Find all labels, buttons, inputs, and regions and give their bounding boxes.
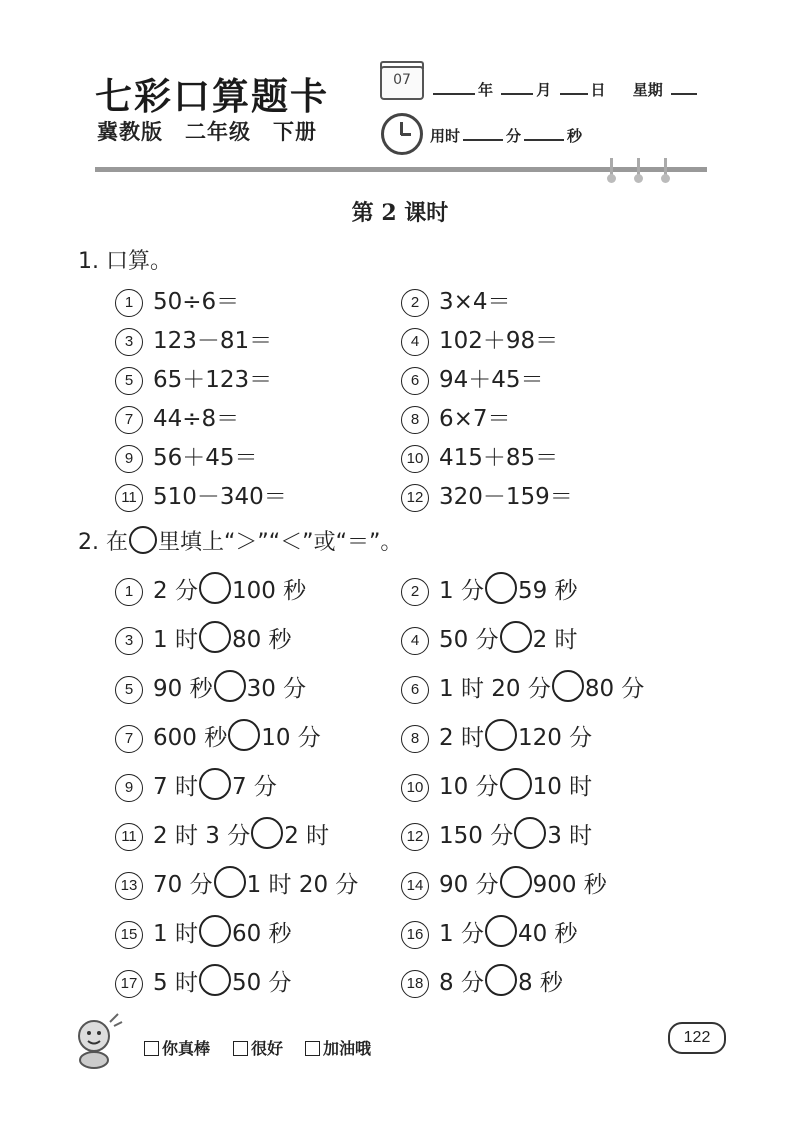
q2-item	[115, 817, 329, 851]
answer-circle[interactable]	[199, 915, 231, 947]
month-blank[interactable]	[501, 79, 533, 95]
q1-item	[115, 361, 272, 395]
q2-item	[115, 572, 306, 606]
q1-item	[115, 478, 287, 512]
left-value: 8 分	[439, 970, 484, 996]
q1-item	[401, 283, 511, 317]
item-number: 1	[115, 578, 143, 606]
rating-label: 加油哦	[323, 1039, 372, 1058]
item-number: 2	[401, 289, 429, 317]
left-value: 150 分	[439, 823, 514, 849]
q2-item	[115, 768, 277, 802]
expression: 6×7＝	[439, 406, 511, 432]
answer-circle[interactable]	[199, 768, 231, 800]
time-line	[430, 125, 582, 146]
q2-item	[115, 719, 321, 753]
left-value: 1 分	[439, 921, 484, 947]
item-number: 4	[401, 328, 429, 356]
item-number: 7	[115, 406, 143, 434]
right-value: 120 分	[517, 725, 593, 751]
month-label: 月	[536, 81, 552, 99]
answer-circle[interactable]	[199, 572, 231, 604]
rating-good[interactable]	[233, 1036, 283, 1059]
answer-circle[interactable]	[552, 670, 584, 702]
answer-circle[interactable]	[485, 915, 517, 947]
left-value: 10 分	[439, 774, 499, 800]
mascot-icon	[66, 1010, 124, 1070]
q1-item	[401, 478, 573, 512]
left-value: 2 分	[153, 578, 198, 604]
q2-item	[115, 866, 358, 900]
item-number: 17	[115, 970, 143, 998]
item-number: 13	[115, 872, 143, 900]
item-number: 3	[115, 328, 143, 356]
expression: 320－159＝	[439, 484, 573, 510]
left-value: 90 秒	[153, 676, 213, 702]
q1-item	[401, 400, 511, 434]
rating-great[interactable]	[144, 1036, 210, 1059]
item-number: 5	[115, 367, 143, 395]
item-number: 4	[401, 627, 429, 655]
item-number: 12	[401, 484, 429, 512]
q2-title	[78, 525, 402, 556]
answer-circle[interactable]	[214, 866, 246, 898]
item-number: 12	[401, 823, 429, 851]
answer-circle[interactable]	[199, 621, 231, 653]
q2-item	[401, 719, 592, 753]
q1-item	[401, 439, 558, 473]
right-value: 59 秒	[517, 578, 578, 604]
answer-circle[interactable]	[500, 621, 532, 653]
answer-circle[interactable]	[485, 572, 517, 604]
answer-circle[interactable]	[485, 719, 517, 751]
left-value: 50 分	[439, 627, 499, 653]
expression: 123－81＝	[153, 328, 273, 354]
right-value: 3 时	[547, 823, 593, 849]
q1-item	[115, 283, 239, 317]
left-value: 70 分	[153, 872, 213, 898]
item-number: 6	[401, 367, 429, 395]
item-number: 16	[401, 921, 429, 949]
left-value: 1 时	[153, 627, 198, 653]
q1-item	[401, 322, 558, 356]
q2-item	[401, 670, 644, 704]
item-number: 11	[115, 484, 143, 512]
q1-item	[115, 400, 239, 434]
q2-item	[401, 866, 607, 900]
brand-title: 七彩口算题卡	[95, 74, 329, 118]
item-number: 10	[401, 445, 429, 473]
seconds-label: 秒	[567, 127, 583, 145]
item-number: 15	[115, 921, 143, 949]
item-number: 2	[401, 578, 429, 606]
item-number: 8	[401, 406, 429, 434]
year-label: 年	[478, 81, 494, 99]
answer-circle[interactable]	[514, 817, 546, 849]
item-number: 14	[401, 872, 429, 900]
expression: 94＋45＝	[439, 367, 544, 393]
q2-item	[115, 670, 306, 704]
expression: 50÷6＝	[153, 289, 240, 315]
weekday-blank[interactable]	[671, 79, 697, 95]
rating-keep-going[interactable]	[305, 1036, 371, 1059]
left-value: 600 秒	[153, 725, 228, 751]
answer-circle[interactable]	[199, 964, 231, 996]
seconds-blank[interactable]	[524, 125, 564, 141]
right-value: 100 秒	[231, 578, 307, 604]
q1-item	[401, 361, 544, 395]
answer-circle[interactable]	[485, 964, 517, 996]
right-value: 7 分	[231, 774, 277, 800]
right-value: 900 秒	[532, 872, 607, 898]
binder-ring	[664, 158, 667, 180]
item-number: 9	[115, 445, 143, 473]
right-value: 60 秒	[231, 921, 292, 947]
q2-item	[401, 768, 592, 802]
answer-circle[interactable]	[500, 768, 532, 800]
left-value: 1 时 20 分	[439, 676, 551, 702]
right-value: 80 分	[584, 676, 645, 702]
lesson-title: 第 2 课时	[351, 200, 449, 226]
right-value: 10 时	[532, 774, 593, 800]
q2-item	[401, 915, 578, 949]
day-blank[interactable]	[560, 79, 588, 95]
q2-item	[115, 964, 292, 998]
checkbox-icon[interactable]	[233, 1041, 248, 1056]
year-blank[interactable]	[433, 79, 475, 95]
right-value: 8 秒	[517, 970, 563, 996]
q2-title-start: 2. 在	[78, 530, 128, 555]
item-number: 10	[401, 774, 429, 802]
item-number: 6	[401, 676, 429, 704]
item-number: 3	[115, 627, 143, 655]
q2-item	[401, 572, 578, 606]
expression: 56＋45＝	[153, 445, 258, 471]
right-value: 80 秒	[231, 627, 292, 653]
q2-item	[401, 964, 563, 998]
left-value: 2 时 3 分	[153, 823, 251, 849]
circle-icon	[129, 526, 157, 554]
checkbox-icon[interactable]	[144, 1041, 159, 1056]
right-value: 2 时	[284, 823, 330, 849]
item-number: 7	[115, 725, 143, 753]
q2-item	[115, 621, 292, 655]
left-value: 90 分	[439, 872, 499, 898]
q1-title: 1. 口算。	[78, 249, 172, 274]
item-number: 5	[115, 676, 143, 704]
edition-label: 冀教版 二年级 下册	[97, 119, 317, 144]
item-number: 8	[401, 725, 429, 753]
expression: 102＋98＝	[439, 328, 559, 354]
checkbox-icon[interactable]	[305, 1041, 320, 1056]
expression: 65＋123＝	[153, 367, 273, 393]
rating-label: 很好	[251, 1039, 284, 1058]
answer-circle[interactable]	[500, 866, 532, 898]
rating-label: 你真棒	[162, 1039, 211, 1058]
item-number: 1	[115, 289, 143, 317]
minutes-label: 分	[506, 127, 522, 145]
calendar-day: 07	[393, 72, 411, 88]
item-number: 11	[115, 823, 143, 851]
right-value: 10 分	[261, 725, 321, 751]
expression: 510－340＝	[153, 484, 287, 510]
clock-icon	[381, 113, 423, 155]
right-value: 40 秒	[517, 921, 578, 947]
binder-ring	[637, 158, 640, 180]
item-number: 18	[401, 970, 429, 998]
q2-title-end: 里填上“＞”“＜”或“＝”。	[157, 530, 403, 555]
q2-item	[115, 915, 292, 949]
binder-ring	[610, 158, 613, 180]
q1-item	[115, 322, 272, 356]
left-value: 5 时	[153, 970, 198, 996]
right-value: 30 分	[246, 676, 307, 702]
expression: 3×4＝	[439, 289, 511, 315]
q2-item	[401, 817, 592, 851]
right-value: 50 分	[231, 970, 292, 996]
expression: 44÷8＝	[153, 406, 240, 432]
left-value: 1 分	[439, 578, 484, 604]
header-divider	[95, 167, 707, 172]
weekday-label: 星期	[632, 81, 663, 99]
expression: 415＋85＝	[439, 445, 559, 471]
item-number: 9	[115, 774, 143, 802]
date-line	[430, 79, 700, 100]
answer-circle[interactable]	[251, 817, 283, 849]
time-used-label: 用时	[430, 127, 461, 145]
answer-circle[interactable]	[228, 719, 260, 751]
q2-item	[401, 621, 578, 655]
minutes-blank[interactable]	[463, 125, 503, 141]
right-value: 2 时	[532, 627, 578, 653]
day-label: 日	[590, 81, 606, 99]
left-value: 7 时	[153, 774, 198, 800]
answer-circle[interactable]	[214, 670, 246, 702]
left-value: 1 时	[153, 921, 198, 947]
page-number: 122	[668, 1022, 726, 1054]
q1-item	[115, 439, 258, 473]
calendar-icon	[380, 66, 424, 100]
left-value: 2 时	[439, 725, 484, 751]
right-value: 1 时 20 分	[246, 872, 359, 898]
